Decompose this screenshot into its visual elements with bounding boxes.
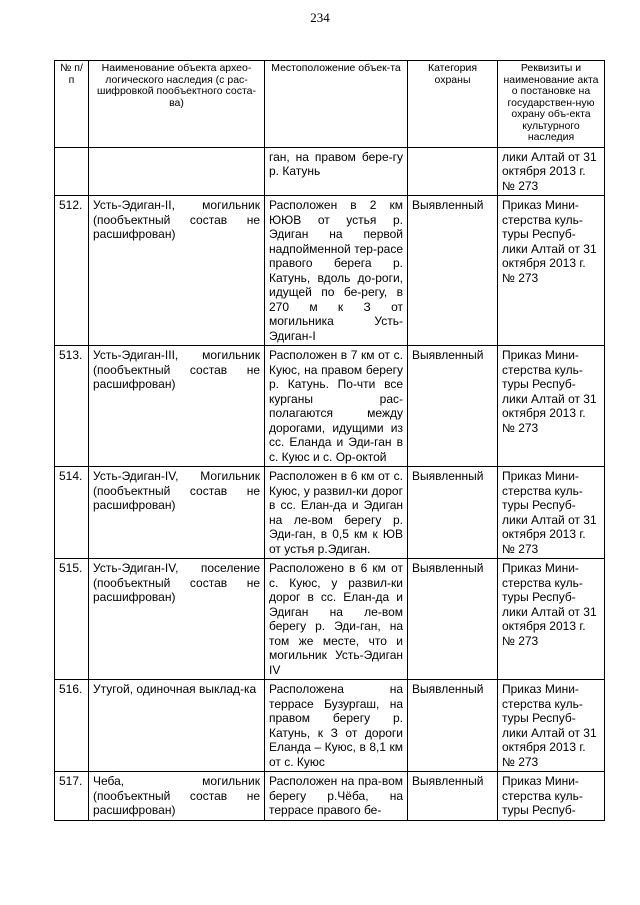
row-location: Расположен на пра-вом берегу р.Чёба, на террасе правого бе- (265, 772, 408, 821)
table-row (55, 196, 605, 346)
row-category: Выявленный (408, 196, 498, 346)
table-row (55, 559, 605, 680)
row-location: Расположен в 6 км от с. Куюс, у развил-ки дорог в сс. Елан-да и Эдиган на ле-вом берегу р. Эди-ган, в 0,5 км к ЮВ от устья р.Эдиган. (265, 467, 408, 559)
row-category: Выявленный (408, 346, 498, 467)
row-requisites: Приказ Мини-стерства куль-туры Респуб- (498, 772, 605, 821)
row-num: 517. (55, 772, 89, 821)
row-num: 512. (55, 196, 89, 346)
header-location: Местоположение объек-та (265, 61, 408, 148)
row-location: Расположена на террасе Бузургаш, на правом берегу р. Катунь, к З от дороги Еланда – Куюс, в 8,1 км от с. Куюс (265, 680, 408, 772)
row-location: Расположен в 7 км от с. Куюс, на правом берегу р. Катунь. По-чти все курганы рас-полагаются между дорогами, идущими из сс. Еланда и Эди-ган в с. Куюс и с. Ор-октой (265, 346, 408, 467)
row-category: Выявленный (408, 772, 498, 821)
row-location: ган, на правом бере-гу р. Катунь (265, 147, 408, 196)
table-row (55, 772, 605, 821)
row-requisites: Приказ Мини-стерства куль-туры Респуб-лики Алтай от 31 октября 2013 г. № 273 (498, 467, 605, 559)
row-category (408, 147, 498, 196)
row-num: 513. (55, 346, 89, 467)
row-name: Усть-Эдиган-IV, Могильник (пообъектный состав не расшифрован) (89, 467, 265, 559)
row-name: Усть-Эдиган-IV, поселение (пообъектный состав не расшифрован) (89, 559, 265, 680)
row-name (89, 147, 265, 196)
header-name: Наименование объекта архео-логического наследия (с рас-шифровкой пообъектного соста-ва) (89, 61, 265, 148)
row-requisites: лики Алтай от 31 октября 2013 г. № 273 (498, 147, 605, 196)
row-category: Выявленный (408, 559, 498, 680)
row-name: Усть-Эдиган-II, могильник (пообъектный состав не расшифрован) (89, 196, 265, 346)
page-number: 234 (310, 10, 330, 25)
table-row (55, 680, 605, 772)
row-requisites: Приказ Мини-стерства куль-туры Респуб-лики Алтай от 31 октября 2013 г. № 273 (498, 196, 605, 346)
row-num: 515. (55, 559, 89, 680)
row-location: Расположено в 6 км от с. Куюс, у развил-ки дорог в сс. Елан-да и Эдиган на ле-вом берегу р. Эди-ган, на том же месте, что и могильник Усть-Эдиган IV (265, 559, 408, 680)
heritage-registry-table (54, 60, 605, 821)
table-row (55, 147, 605, 196)
row-requisites: Приказ Мини-стерства куль-туры Респуб-лики Алтай от 31 октября 2013 г. № 273 (498, 680, 605, 772)
row-category: Выявленный (408, 467, 498, 559)
row-name: Утугой, одиночная выклад-ка (89, 680, 265, 772)
header-requisites: Реквизиты и наименование акта о постановке на государствен-ную охрану объ-екта культурного наследия (498, 61, 605, 148)
table-row (55, 467, 605, 559)
table-header-row (55, 61, 605, 148)
table-row (55, 346, 605, 467)
row-requisites: Приказ Мини-стерства куль-туры Респуб-лики Алтай от 31 октября 2013 г. № 273 (498, 346, 605, 467)
row-num (55, 147, 89, 196)
row-name: Усть-Эдиган-III, могильник (пообъектный состав не расшифрован) (89, 346, 265, 467)
row-category: Выявленный (408, 680, 498, 772)
row-name: Чеба, могильник (пообъектный состав не расшифрован) (89, 772, 265, 821)
row-location: Расположен в 2 км ЮЮВ от устья р. Эдиган на первой надпойменной тер-расе правого берега р. Катунь, вдоль до-роги, идущей по бе-регу, в 270 м к З от могильника Усть-Эдиган-I (265, 196, 408, 346)
header-category: Категория охраны (408, 61, 498, 148)
row-num: 514. (55, 467, 89, 559)
row-requisites: Приказ Мини-стерства куль-туры Респуб-лики Алтай от 31 октября 2013 г. № 273 (498, 559, 605, 680)
row-num: 516. (55, 680, 89, 772)
header-num: № п/п (55, 61, 89, 148)
